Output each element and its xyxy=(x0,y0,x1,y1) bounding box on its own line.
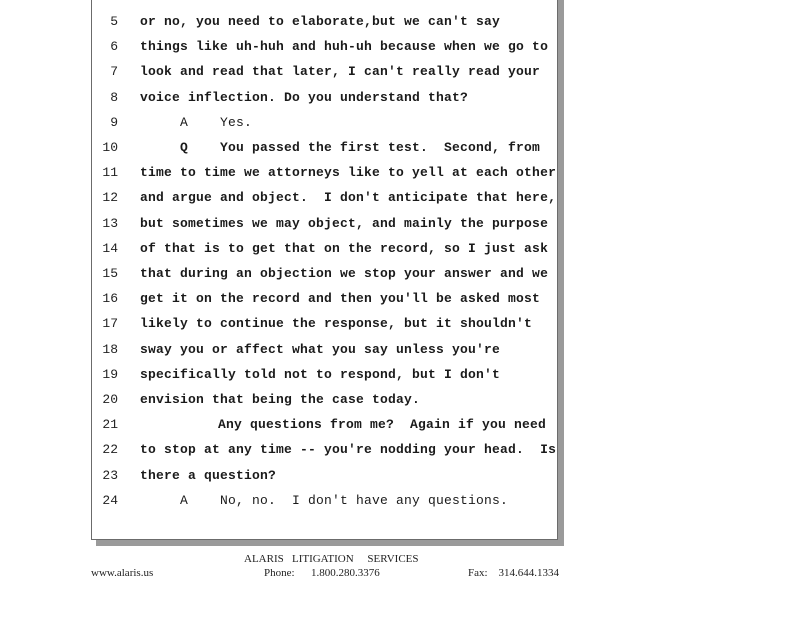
line-text: to stop at any time -- you're nodding your head. Is xyxy=(140,442,557,458)
line-text: and argue and object. I don't anticipate that here, xyxy=(140,190,557,206)
line-number: 5 xyxy=(110,14,118,29)
transcript-line xyxy=(92,468,559,490)
transcript-line xyxy=(92,165,559,187)
line-number: 18 xyxy=(102,341,118,357)
line-number: 8 xyxy=(110,89,118,105)
line-text: but sometimes we may object, and mainly the purpose xyxy=(140,215,549,231)
line-text: A Yes. xyxy=(180,114,253,130)
transcript-line xyxy=(92,90,559,112)
transcript-line xyxy=(92,367,559,389)
line-number: 23 xyxy=(102,467,118,483)
line-text: specifically told not to respond, but I don't xyxy=(140,366,501,382)
line-number: 11 xyxy=(102,165,118,181)
transcript-line xyxy=(92,442,559,464)
footer-fax: Fax: 314.644.1334 xyxy=(468,567,560,579)
transcript-line xyxy=(92,64,559,86)
transcript-line xyxy=(92,39,559,61)
line-number: 14 xyxy=(102,240,118,256)
line-text: Q You passed the first test. Second, from xyxy=(180,140,541,155)
transcript-line xyxy=(92,14,559,36)
footer-website: www.alaris.us xyxy=(91,567,154,579)
line-text: that during an objection we stop your answer and we xyxy=(140,266,549,281)
line-number: 7 xyxy=(110,64,118,80)
line-number: 20 xyxy=(102,392,118,407)
transcript-line xyxy=(92,241,559,263)
transcript-line xyxy=(92,342,559,364)
line-number: 16 xyxy=(102,291,118,307)
line-text: of that is to get that on the record, so I just ask xyxy=(140,240,549,256)
line-text: get it on the record and then you'll be asked most xyxy=(140,291,541,307)
line-number: 6 xyxy=(110,39,118,55)
line-number: 17 xyxy=(102,316,118,332)
transcript-line xyxy=(92,190,559,212)
transcript-line xyxy=(92,140,559,162)
line-text: time to time we attorneys like to yell at each other xyxy=(140,165,557,181)
line-text: A No, no. I don't have any questions. xyxy=(180,492,509,508)
line-number: 15 xyxy=(102,266,118,281)
line-text: likely to continue the response, but it shouldn't xyxy=(140,316,533,332)
line-text: envision that being the case today. xyxy=(140,392,421,407)
line-number: 10 xyxy=(102,140,118,155)
line-number: 13 xyxy=(102,215,118,231)
transcript-line xyxy=(92,493,559,515)
line-number: 21 xyxy=(102,417,118,433)
line-number: 9 xyxy=(110,114,118,130)
line-text: or no, you need to elaborate,but we can't say xyxy=(140,14,501,29)
line-text: there a question? xyxy=(140,467,277,483)
transcript-page xyxy=(91,0,558,540)
line-text: sway you or affect what you say unless you're xyxy=(140,341,501,357)
line-number: 22 xyxy=(102,442,118,458)
line-text: Any questions from me? Again if you need xyxy=(218,417,547,433)
transcript-line xyxy=(92,291,559,313)
transcript-line xyxy=(92,392,559,414)
line-text: look and read that later, I can't really read your xyxy=(140,64,541,80)
line-text: voice inflection. Do you understand that? xyxy=(140,89,469,105)
line-text: things like uh-huh and huh-uh because when we go to xyxy=(140,39,549,55)
transcript-line xyxy=(92,115,559,137)
transcript-line xyxy=(92,316,559,338)
transcript-line xyxy=(92,417,559,439)
transcript-line xyxy=(92,216,559,238)
transcript-line xyxy=(92,266,559,288)
line-number: 24 xyxy=(102,492,118,508)
footer-phone: Phone: 1.800.280.3376 xyxy=(264,567,380,579)
line-number: 19 xyxy=(102,366,118,382)
line-number: 12 xyxy=(102,190,118,206)
footer-company: ALARIS LITIGATION SERVICES xyxy=(244,553,419,565)
